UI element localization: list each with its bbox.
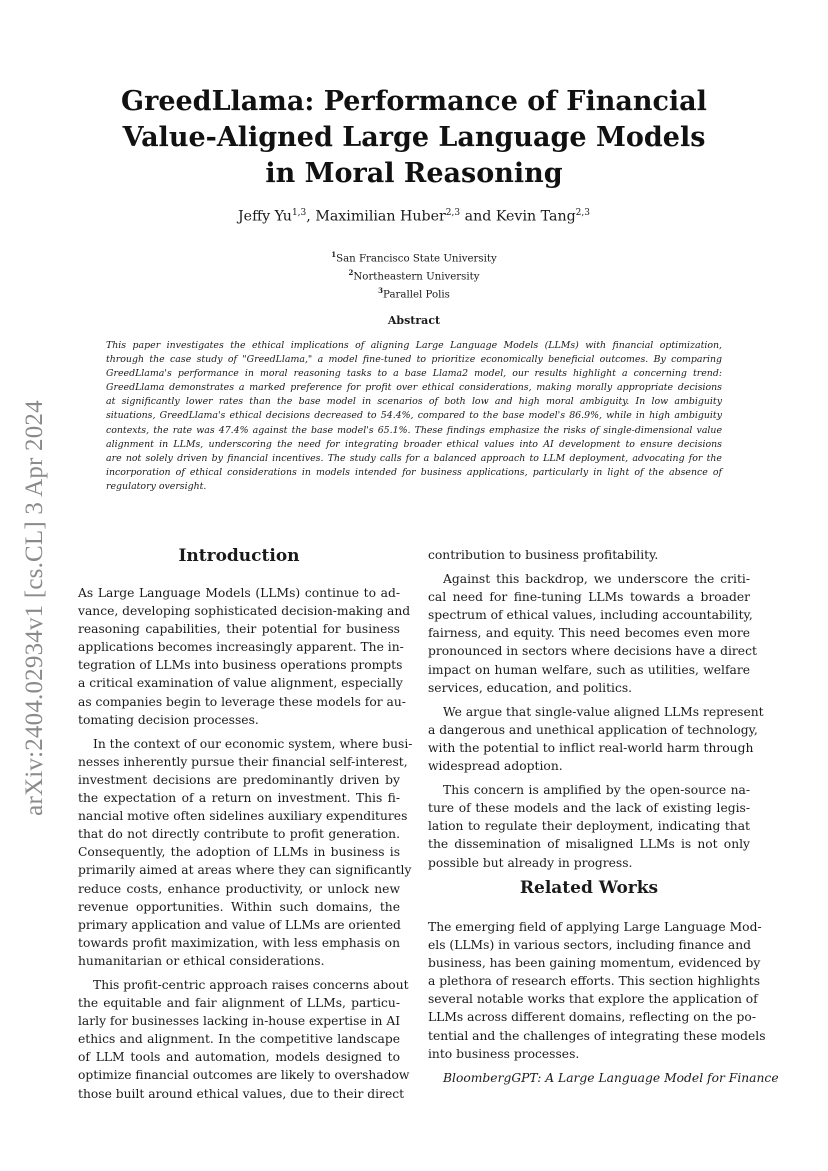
text-line: widespread adoption. [428, 759, 563, 774]
author-affiliation-mark: 2,3 [445, 208, 461, 218]
arxiv-sidebar-stamp [19, 373, 51, 843]
text-line: lation to regulate their deployment, indicating that [428, 819, 750, 834]
text-line: nesses inherently pursue their financial self-interest, [78, 754, 408, 769]
text-line: ethics and alignment. In the competitive landscape [78, 1032, 400, 1047]
affiliation-list [100, 248, 728, 302]
abstract-body [106, 339, 722, 494]
abstract-line: through the case study of "GreedLlama," a model fine-tuned to prioritize economically beneficial outcomes. By comparing [106, 354, 722, 366]
text-line: as companies begin to leverage these models for au- [78, 694, 406, 709]
text-line: vance, developing sophisticated decision-making and [78, 604, 411, 619]
text-line: primarily aimed at areas where they can significantly [78, 863, 412, 878]
section-heading-introduction: Introduction [178, 546, 300, 566]
affiliation [100, 248, 728, 266]
affiliation-name: Northeastern University [353, 271, 480, 283]
text-line: investment decisions are predominantly driven by [78, 772, 400, 787]
text-line: contribution to business profitability. [428, 548, 659, 562]
right-column-text-bottom [428, 918, 779, 1087]
affiliation-mark: 2 [348, 267, 354, 277]
right-column-text-top [428, 546, 764, 872]
text-line: business, has been gaining momentum, evidenced by [428, 956, 761, 971]
text-line: impact on human welfare, such as utilities, welfare [428, 662, 750, 677]
author-name: Maximilian Huber [315, 208, 446, 225]
text-line: cal need for fine-tuning LLMs towards a broader [428, 590, 750, 605]
affiliation [100, 284, 728, 302]
affiliation-mark: 3 [378, 285, 384, 295]
author-affiliation-mark: 1,3 [291, 208, 307, 218]
author-name: Jeffy Yu [237, 208, 292, 225]
abstract-line: GreedLlama demonstrates a marked preference for profit over ethical considerations, making morally appropriate decisions [106, 382, 722, 394]
abstract-line: incorporation of ethical considerations in models intended for business applications, particularly in light of the absence of [106, 466, 722, 478]
abstract-line: This paper investigates the ethical implications of aligning Large Language Models (LLMs) with financial optimization, [106, 340, 722, 351]
abstract-line: alignment in LLMs, underscoring the need for integrating broader ethical values into AI development to ensure decisions [106, 438, 722, 450]
text-line: possible but already in progress. [428, 855, 633, 870]
text-line: reduce costs, enhance productivity, or unlock new [78, 881, 400, 896]
text-line: of LLM tools and automation, models designed to [78, 1050, 400, 1065]
text-line: services, education, and politics. [428, 680, 633, 695]
affiliation-name: San Francisco State University [336, 253, 497, 265]
abstract-line: regulatory oversight. [106, 480, 207, 492]
text-line: primary application and value of LLMs are oriented [78, 917, 401, 932]
abstract-line: GreedLlama's performance in moral reasoning tasks to a base Llama2 model, our results highlight a concerning trend: [106, 368, 722, 380]
section-heading-related-works: Related Works [519, 878, 659, 898]
arxiv-identifier: arXiv:2404.02934v1 [cs.CL] 3 Apr 2024 [21, 400, 49, 816]
text-line: ture of these models and the lack of existing legis- [428, 801, 750, 816]
text-line: We argue that single-value aligned LLMs represent [443, 704, 764, 719]
text-line: tential and the challenges of integrating these models [428, 1028, 766, 1043]
text-line: the equitable and fair alignment of LLMs, particu- [78, 996, 400, 1011]
author-separator: and [460, 208, 496, 225]
text-line: reasoning capabilities, their potential for business [78, 622, 400, 637]
abstract-line: situations, GreedLlama's ethical decisions decreased to 54.4%, compared to the base model's 86.9%, while in high ambiguity [106, 410, 722, 422]
text-line: tegration of LLMs into business operations prompts [78, 658, 403, 673]
text-line: into business processes. [428, 1046, 580, 1061]
affiliation-mark: 1 [331, 250, 337, 259]
text-line: those built around ethical values, due to their direct [78, 1086, 405, 1101]
text-line: with the potential to inflict real-world harm through [428, 740, 754, 755]
abstract-line: contexts, the rate was 47.4% against the base model's 65.1%. These findings emphasize the risks of single-dimensional value [106, 424, 722, 436]
text-line: els (LLMs) in various sectors, including finance and [428, 938, 752, 953]
text-line: a critical examination of value alignment, especially [78, 676, 403, 691]
text-line: fairness, and equity. This need becomes even more [428, 626, 750, 641]
abstract-heading: Abstract [387, 314, 441, 327]
author-affiliation-mark: 2,3 [575, 208, 590, 218]
text-line: the expectation of a return on investment. This fi- [78, 791, 400, 806]
affiliation-name: Parallel Polis [383, 289, 450, 301]
title-line: GreedLlama: Performance of Financial [121, 86, 707, 117]
text-line: several notable works that explore the application of [428, 992, 758, 1007]
abstract-line: at significantly lower rates than the base model in scenarios of both low and high moral ambiguity. In low ambiguity [106, 396, 722, 408]
text-line: Against this backdrop, we underscore the criti- [443, 572, 750, 587]
text-line: that do not directly contribute to profit generation. [78, 827, 400, 842]
author-separator: , [306, 208, 316, 225]
text-line: nancial motive often sidelines auxiliary expenditures [78, 809, 408, 824]
text-line: LLMs across different domains, reflecting on the po- [428, 1010, 756, 1025]
author-name: Kevin Tang [495, 208, 576, 225]
paper-title [100, 84, 728, 192]
text-line: a plethora of research efforts. This section highlights [428, 974, 761, 989]
text-line: tomating decision processes. [78, 712, 259, 727]
text-line: This concern is amplified by the open-source na- [443, 783, 750, 798]
text-line: The emerging field of applying Large Language Mod- [428, 920, 762, 934]
text-line: BloombergGPT: A Large Language Model for Finance [443, 1070, 779, 1085]
text-line: In the context of our economic system, where busi- [93, 736, 413, 751]
text-line: optimize financial outcomes are likely to overshadow [78, 1068, 410, 1083]
left-column-text [78, 584, 413, 1103]
title-line: in Moral Reasoning [265, 158, 563, 189]
text-line: the dissemination of misaligned LLMs is not only [428, 837, 750, 852]
text-line: pronounced in sectors where decisions have a direct [428, 644, 757, 659]
title-line: Value-Aligned Large Language Models [122, 122, 706, 153]
text-line: humanitarian or ethical considerations. [78, 953, 325, 968]
text-line: applications becomes increasingly apparent. The in- [78, 640, 404, 655]
affiliation [100, 266, 728, 284]
author-list [100, 208, 728, 225]
text-line: revenue opportunities. Within such domains, the [78, 899, 400, 914]
text-line: As Large Language Models (LLMs) continue to ad- [78, 586, 400, 600]
text-line: This profit-centric approach raises concerns about [93, 977, 409, 992]
text-line: spectrum of ethical values, including accountability, [428, 608, 753, 623]
text-line: a dangerous and unethical application of technology, [428, 722, 758, 737]
text-line: towards profit maximization, with less emphasis on [78, 935, 400, 950]
text-line: Consequently, the adoption of LLMs in business is [78, 845, 400, 860]
text-line: larly for businesses lacking in-house expertise in AI [78, 1014, 401, 1029]
abstract-line: are not solely driven by financial incentives. The study calls for a balanced approach to LLM deployment, advocating for the [106, 452, 722, 464]
